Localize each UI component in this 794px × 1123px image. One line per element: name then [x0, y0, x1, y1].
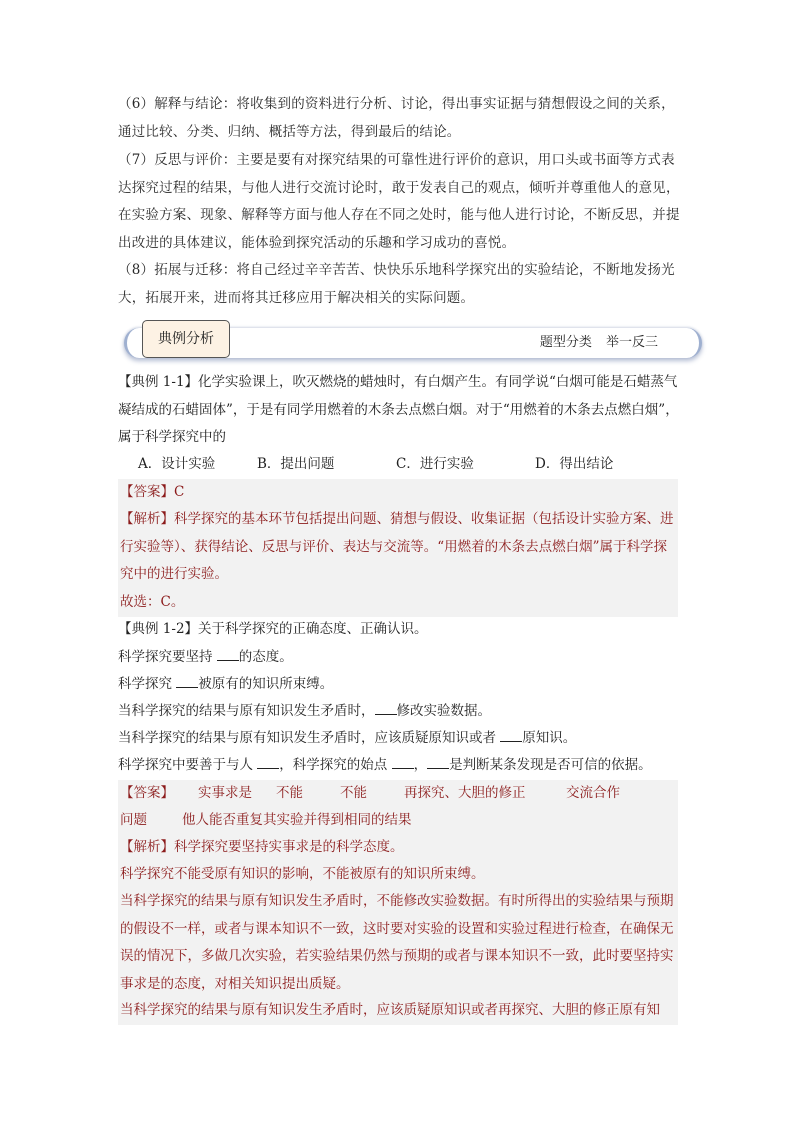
answer-tag: 【答案】 — [120, 484, 174, 500]
analysis-tag: 【解析】 — [120, 839, 174, 855]
example-1-conclusion: 故选：C。 — [118, 589, 678, 617]
answer-1: 实事求是 — [198, 785, 252, 801]
example-2-question — [118, 616, 688, 644]
blank — [257, 754, 279, 769]
example-2-answer-line-1 — [118, 780, 678, 808]
paragraph-reflection-evaluation: （7）反思与评价：主要是要有对探究结果的可靠性进行评价的意识，用口头或书面等方式表达探究过程的结果，与他人进行交流讨论时，敢于发表自己的观点，倾听并尊重他人的意见，在实验方案、现象、解释等方面与他人存在不同之处时，能与他人进行讨论，不断反思，并提出改进的具体建议，能体验到探究活动的乐趣和学习成功的喜悦。 — [118, 152, 680, 251]
banner-tab-label: 典例分析 — [142, 320, 230, 358]
example-2-answer-line-2 — [118, 807, 678, 835]
banner-right-text: 题型分类 举一反三 — [539, 335, 658, 350]
answer-tag: 【答案】 — [120, 785, 174, 801]
answer-4: 再探究、大胆的修正 — [404, 785, 526, 801]
paragraph-extension-transfer: （8）拓展与迁移：将自己经过辛辛苦苦、快快乐乐地科学探究出的实验结论，不断地发扬光大，拓展开来，进而将其迁移应用于解决相关的实际问题。 — [118, 262, 675, 306]
fill-line-4-tail: 原知识。 — [522, 730, 577, 746]
answer-5: 交流合作 — [566, 785, 620, 801]
fill-line-3 — [118, 698, 688, 726]
option-c: C．进行实验 — [396, 456, 474, 472]
answer-value: C — [174, 484, 185, 500]
blank — [500, 727, 522, 742]
analysis-tag: 【解析】 — [120, 511, 174, 527]
paragraph-explanation-conclusion: （6）解释与结论：将收集到的资料进行分析、讨论，得出事实证据与猜想假设之间的关系，通过比较、分类、归纳、概括等方法，得到最后的结论。 — [118, 96, 675, 140]
fill-line-5-tail: 是判断某条发现是否可信的依据。 — [449, 757, 652, 773]
option-b: B．提出问题 — [257, 456, 335, 472]
example-2-analysis-1 — [118, 834, 678, 862]
answer-7: 他人能否重复其实验并得到相同的结果 — [182, 812, 412, 828]
example-1-options — [138, 451, 613, 478]
answer-3: 不能 — [340, 785, 367, 801]
answer-2: 不能 — [276, 785, 303, 801]
example-2-analysis-4: 当科学探究的结果与原有知识发生矛盾时，应该质疑原知识或者再探究、大胆的修正原有知 — [118, 997, 678, 1025]
example-2-stem: 关于科学探究的正确态度、正确认识。 — [198, 621, 428, 637]
example-2-label: 【典例 1-2】 — [118, 621, 199, 637]
fill-line-5 — [118, 752, 688, 780]
example-1-answer — [118, 479, 678, 507]
blank — [217, 646, 239, 661]
section-banner — [124, 322, 698, 358]
example-2-analysis-2: 科学探究不能受原有知识的影响，不能被原有的知识所束缚。 — [118, 861, 678, 889]
blank — [176, 673, 198, 688]
fill-line-3-text: 当科学探究的结果与原有知识发生矛盾时， — [118, 703, 375, 719]
fill-line-3-tail: 修改实验数据。 — [396, 703, 491, 719]
blank — [427, 754, 449, 769]
analysis-text: 科学探究的基本环节包括提出问题、猜想与假设、收集证据（包括设计实验方案、进行实验等）、获得结论、反思与评价、表达与交流等。“用燃着的木条去点燃白烟”属于科学探究中的进行实验。 — [120, 511, 674, 582]
fill-line-5-text: 科学探究中要善于与人 — [118, 757, 258, 773]
example-1-analysis — [118, 506, 678, 589]
fill-line-4 — [118, 725, 688, 753]
blank — [392, 754, 414, 769]
option-d: D．得出结论 — [535, 456, 614, 472]
fill-line-1 — [118, 644, 688, 672]
example-1-question — [118, 369, 688, 452]
example-1-stem: 化学实验课上，吹灭燃烧的蜡烛时，有白烟产生。有同学说“白烟可能是石蜡蒸气凝结成的石蜡固体”，于是有同学用燃着的木条去点燃白烟。对于“用燃着的木条去点燃白烟”，属于科学探究中的 — [118, 374, 679, 445]
option-a: A．设计实验 — [138, 456, 216, 472]
fill-line-2 — [118, 671, 688, 699]
blank — [375, 700, 397, 715]
fill-line-2-text: 科学探究 — [118, 676, 177, 692]
example-1-label: 【典例 1-1】 — [118, 374, 199, 390]
fill-line-5-comma: ， — [413, 757, 428, 773]
fill-line-1-tail: 的态度。 — [238, 649, 293, 665]
example-2-analysis-3: 当科学探究的结果与原有知识发生矛盾时，不能修改实验数据。有时所得出的实验结果与预期的假设不一样，或者与课本知识不一致，这时要对实验的设置和实验过程进行检查，在确保无误的情况下，多做几次实验，若实验结果仍然与预期的或者与课本知识不一致，此时要坚持实事求是的态度，对相关知识提出质疑。 — [118, 888, 678, 998]
answer-6: 问题 — [120, 812, 147, 828]
analysis-text-1: 科学探究要坚持实事求是的科学态度。 — [174, 839, 404, 855]
fill-line-4-text: 当科学探究的结果与原有知识发生矛盾时，应该质疑原知识或者 — [118, 730, 501, 746]
fill-line-2-tail: 被原有的知识所束缚。 — [198, 676, 334, 692]
fill-line-5-mid: ，科学探究的始点 — [279, 757, 392, 773]
fill-line-1-text: 科学探究要坚持 — [118, 649, 217, 665]
